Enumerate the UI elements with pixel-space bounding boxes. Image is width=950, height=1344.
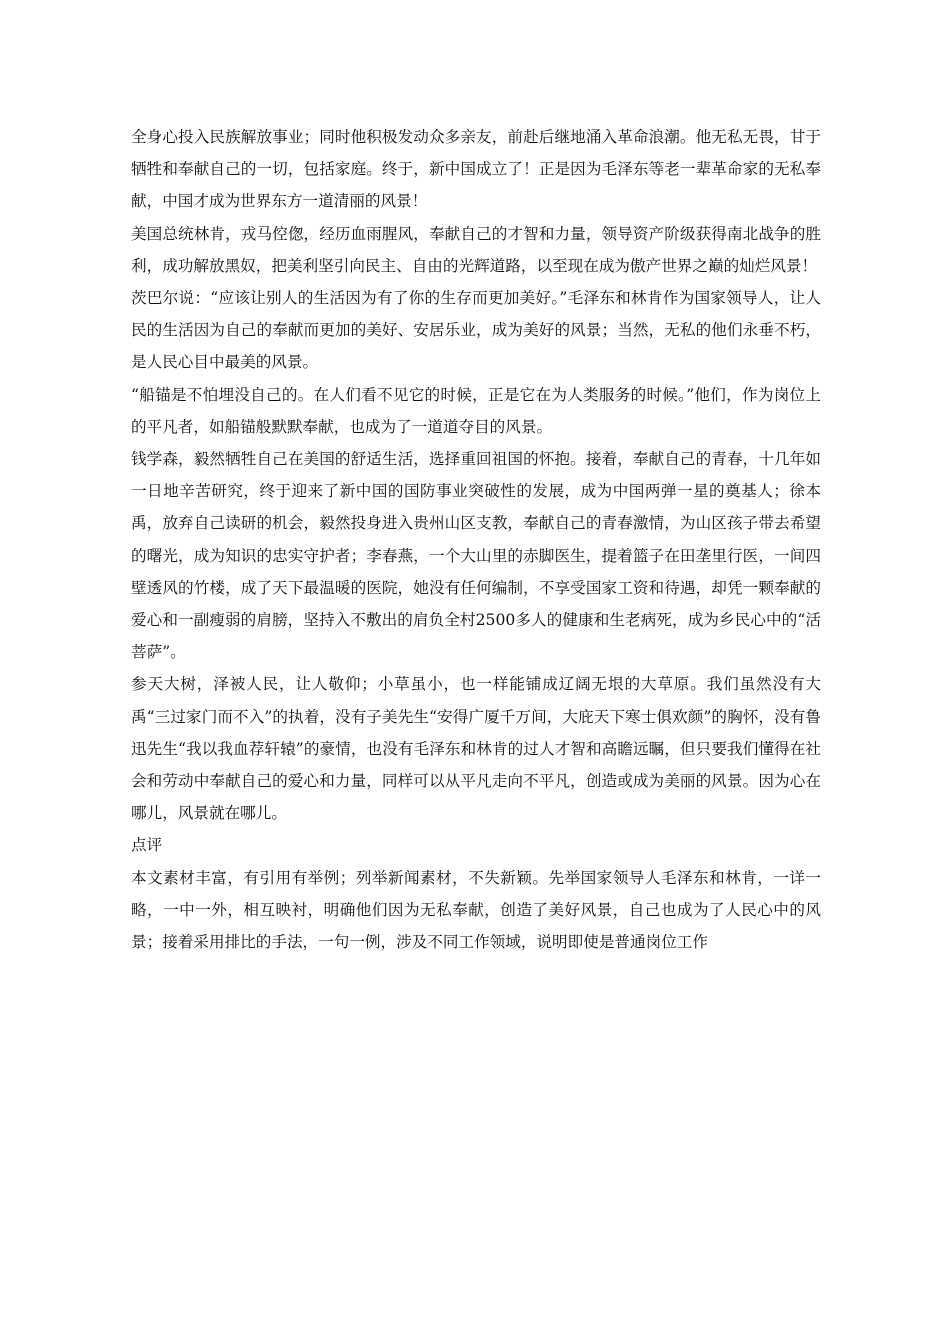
paragraph-mao-zedong: 全身心投入民族解放事业；同时他积极发动众多亲友，前赴后继地涌入革命浪潮。他无私无畏，甘于牺牲和奉献自己的一切，包括家庭。终于，新中国成立了！正是因为毛泽东等老一辈革命家的无私奉献，中国才成为世界东方一道清丽的风景！ — [131, 128, 821, 211]
review-heading: 点评 — [131, 836, 163, 855]
document-body — [131, 121, 821, 958]
paragraph-quote-cibaer: 茨巴尔说：“应该让别人的生活因为有了你的生存而更加美好。”毛泽东和林肯作为国家领导人，让人民的生活因为自己的奉献而更加的美好、安居乐业，成为美好的风景；当然，无私的他们永垂不朽，是人民心目中最美的风景。 — [131, 289, 821, 372]
paragraph-conclusion: 参天大树，泽被人民，让人敬仰；小草虽小，也一样能铺成辽阔无垠的大草原。我们虽然没有大禹“三过家门而不入”的执着，没有子美先生“安得广厦千万间，大庇天下寒士俱欢颜”的胸怀，没有鲁迅先生“我以我血荐轩辕”的豪情，也没有毛泽东和林肯的过人才智和高瞻远瞩，但只要我们懂得在社会和劳动中奉献自己的爱心和力量，同样可以从平凡走向不平凡，创造或成为美丽的风景。因为心在哪儿，风景就在哪儿。 — [131, 675, 821, 823]
paragraph-examples: 钱学森，毅然牺牲自己在美国的舒适生活，选择重回祖国的怀抱。接着，奉献自己的青春，十几年如一日地辛苦研究，终于迎来了新中国的国防事业突破性的发展，成为中国两弹一星的奠基人；徐本禹，放弃自己读研的机会，毅然投身进入贵州山区支教，奉献自己的青春激情，为山区孩子带去希望的曙光，成为知识的忠实守护者；李春燕，一个大山里的赤脚医生，提着篮子在田垄里行医，一间四壁透风的竹楼，成了天下最温暖的医院，她没有任何编制，不享受国家工资和待遇，却凭一颗奉献的爱心和一副瘦弱的肩膀，坚持入不敷出的肩负全村2500多人的健康和生老病死，成为乡民心中的“活菩萨”。 — [131, 450, 821, 662]
review-paragraph: 本文素材丰富，有引用有举例；列举新闻素材，不失新颖。先举国家领导人毛泽东和林肯，一详一略，一中一外，相互映衬，明确他们因为无私奉献，创造了美好风景，自己也成为了人民心中的风景；接着采用排比的手法，一句一例，涉及不同工作领域，说明即使是普通岗位工作 — [131, 868, 821, 952]
paragraph-anchor-quote: “船锚是不怕埋没自己的。在人们看不见它的时候，正是它在为人类服务的时候。”他们，作为岗位上的平凡者，如船锚般默默奉献，也成为了一道道夺目的风景。 — [131, 385, 821, 436]
paragraph-lincoln: 美国总统林肯，戎马倥偬，经历血雨腥风，奉献自己的才智和力量，领导资产阶级获得南北战争的胜利，成功解放黑奴，把美利坚引向民主、自由的光辉道路，以至现在成为傲产世界之巅的灿烂风景！ — [131, 224, 821, 275]
